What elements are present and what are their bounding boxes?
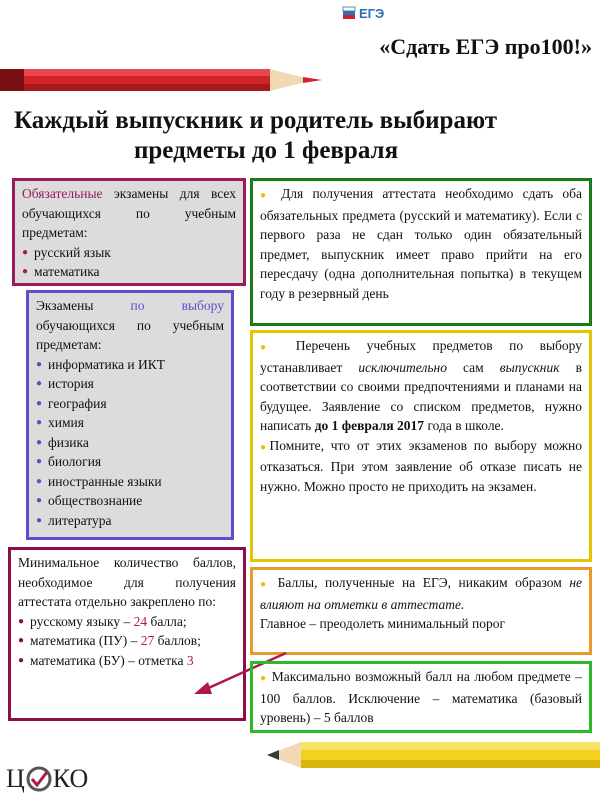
list-item: ● русский язык [22,243,236,263]
slogan: «Сдать ЕГЭ про100!» [379,34,592,59]
mandatory-lead [22,184,236,243]
tsoko-logo-text-1: Ц [6,764,25,793]
tsoko-logo [6,764,88,794]
elective-exams-box [26,290,234,540]
mandatory-lead-colored: Обязательные [22,186,103,201]
mandatory-lead-rest: экзамены для всех обучающихся по учебным предметам: [22,186,236,240]
mandatory-exams-box [12,178,246,286]
list-item: ● химия [36,413,224,433]
choice-paragraph-1: ● Перечень учебных предметов по выбору устанавливает исключительно сам выпускник в соответствии со своими предпочтениями и планами на будущее. Заявление со списком предметов, нужно написать до 1 февраля 2017 года в школе. [260,338,583,433]
scores-paragraph-1: ● Баллы, полученные на ЕГЭ, никаким образом не влияют на отметки в аттестате. [260,575,583,612]
attestat-box [250,178,592,326]
tsoko-logo-text-2: КО [52,764,89,793]
elective-lead: Экзамены по выбору обучающихся по учебным предметам: [36,298,224,352]
max-score-box [250,661,592,733]
list-item: ● математика (ПУ) – 27 баллов; [18,631,236,651]
elective-list [36,355,224,531]
list-item: ● география [36,394,224,414]
bullet-icon: ● [260,441,270,453]
choice-paragraph-2: ●Помните, что от этих экзаменов по выбору можно отказаться. При этом заявление об отказе писать не нужно. Можно просто не приходить на экзамен. [260,437,582,494]
list-item: ● информатика и ИКТ [36,355,224,375]
title-line-2: предметы до 1 февраля [134,137,399,164]
deadline-text: до 1 февраля 2017 [314,418,425,433]
elective-lead-colored: по выбору [130,298,224,313]
list-item: ● обществознание [36,491,224,511]
title-line-1: Каждый выпускник и родитель выбирают [14,107,498,134]
bullet-icon: ● [260,673,268,684]
list-item: ● математика (БУ) – отметка 3 [18,651,236,671]
choice-box [250,330,592,562]
scores-box [250,567,592,655]
list-item: ● история [36,374,224,394]
check-circle-icon [26,766,52,792]
flag-icon [342,6,356,20]
page-title [0,106,600,166]
list-item: ● математика [22,262,236,282]
red-pencil-icon [0,66,330,94]
minimum-lead: Минимальное количество баллов, необходимое для получения аттестата отдельно закреплено по: [18,555,236,609]
list-item: ● биология [36,452,224,472]
attestat-text: ● Для получения аттестата необходимо сдать оба обязательных предмета (русский и математику). Если с первого раза не сдан только один обязательный предмет, выпускник имеет право прийти на его пересдачу (одна дополнительная попытка) в текущем году в резервный день [260,186,582,301]
list-item: ● иностранные языки [36,472,224,492]
list-item: ● русскому языку – 24 балла; [18,612,236,632]
max-score-text: ● Максимально возможный балл на любом предмете – 100 баллов. Исключение – математика (базовый уровень) – 5 баллов [260,669,582,725]
ege-logo [342,4,384,22]
bullet-icon: ● [260,342,280,353]
list-item: ● физика [36,433,224,453]
yellow-pencil-icon [265,738,600,772]
ege-logo-text: ЕГЭ [359,5,385,21]
scores-paragraph-2: Главное – преодолеть минимальный порог [260,616,506,631]
bullet-icon: ● [260,190,272,201]
mandatory-list [22,243,236,282]
list-item: ● литература [36,511,224,531]
bullet-icon: ● [260,579,271,590]
